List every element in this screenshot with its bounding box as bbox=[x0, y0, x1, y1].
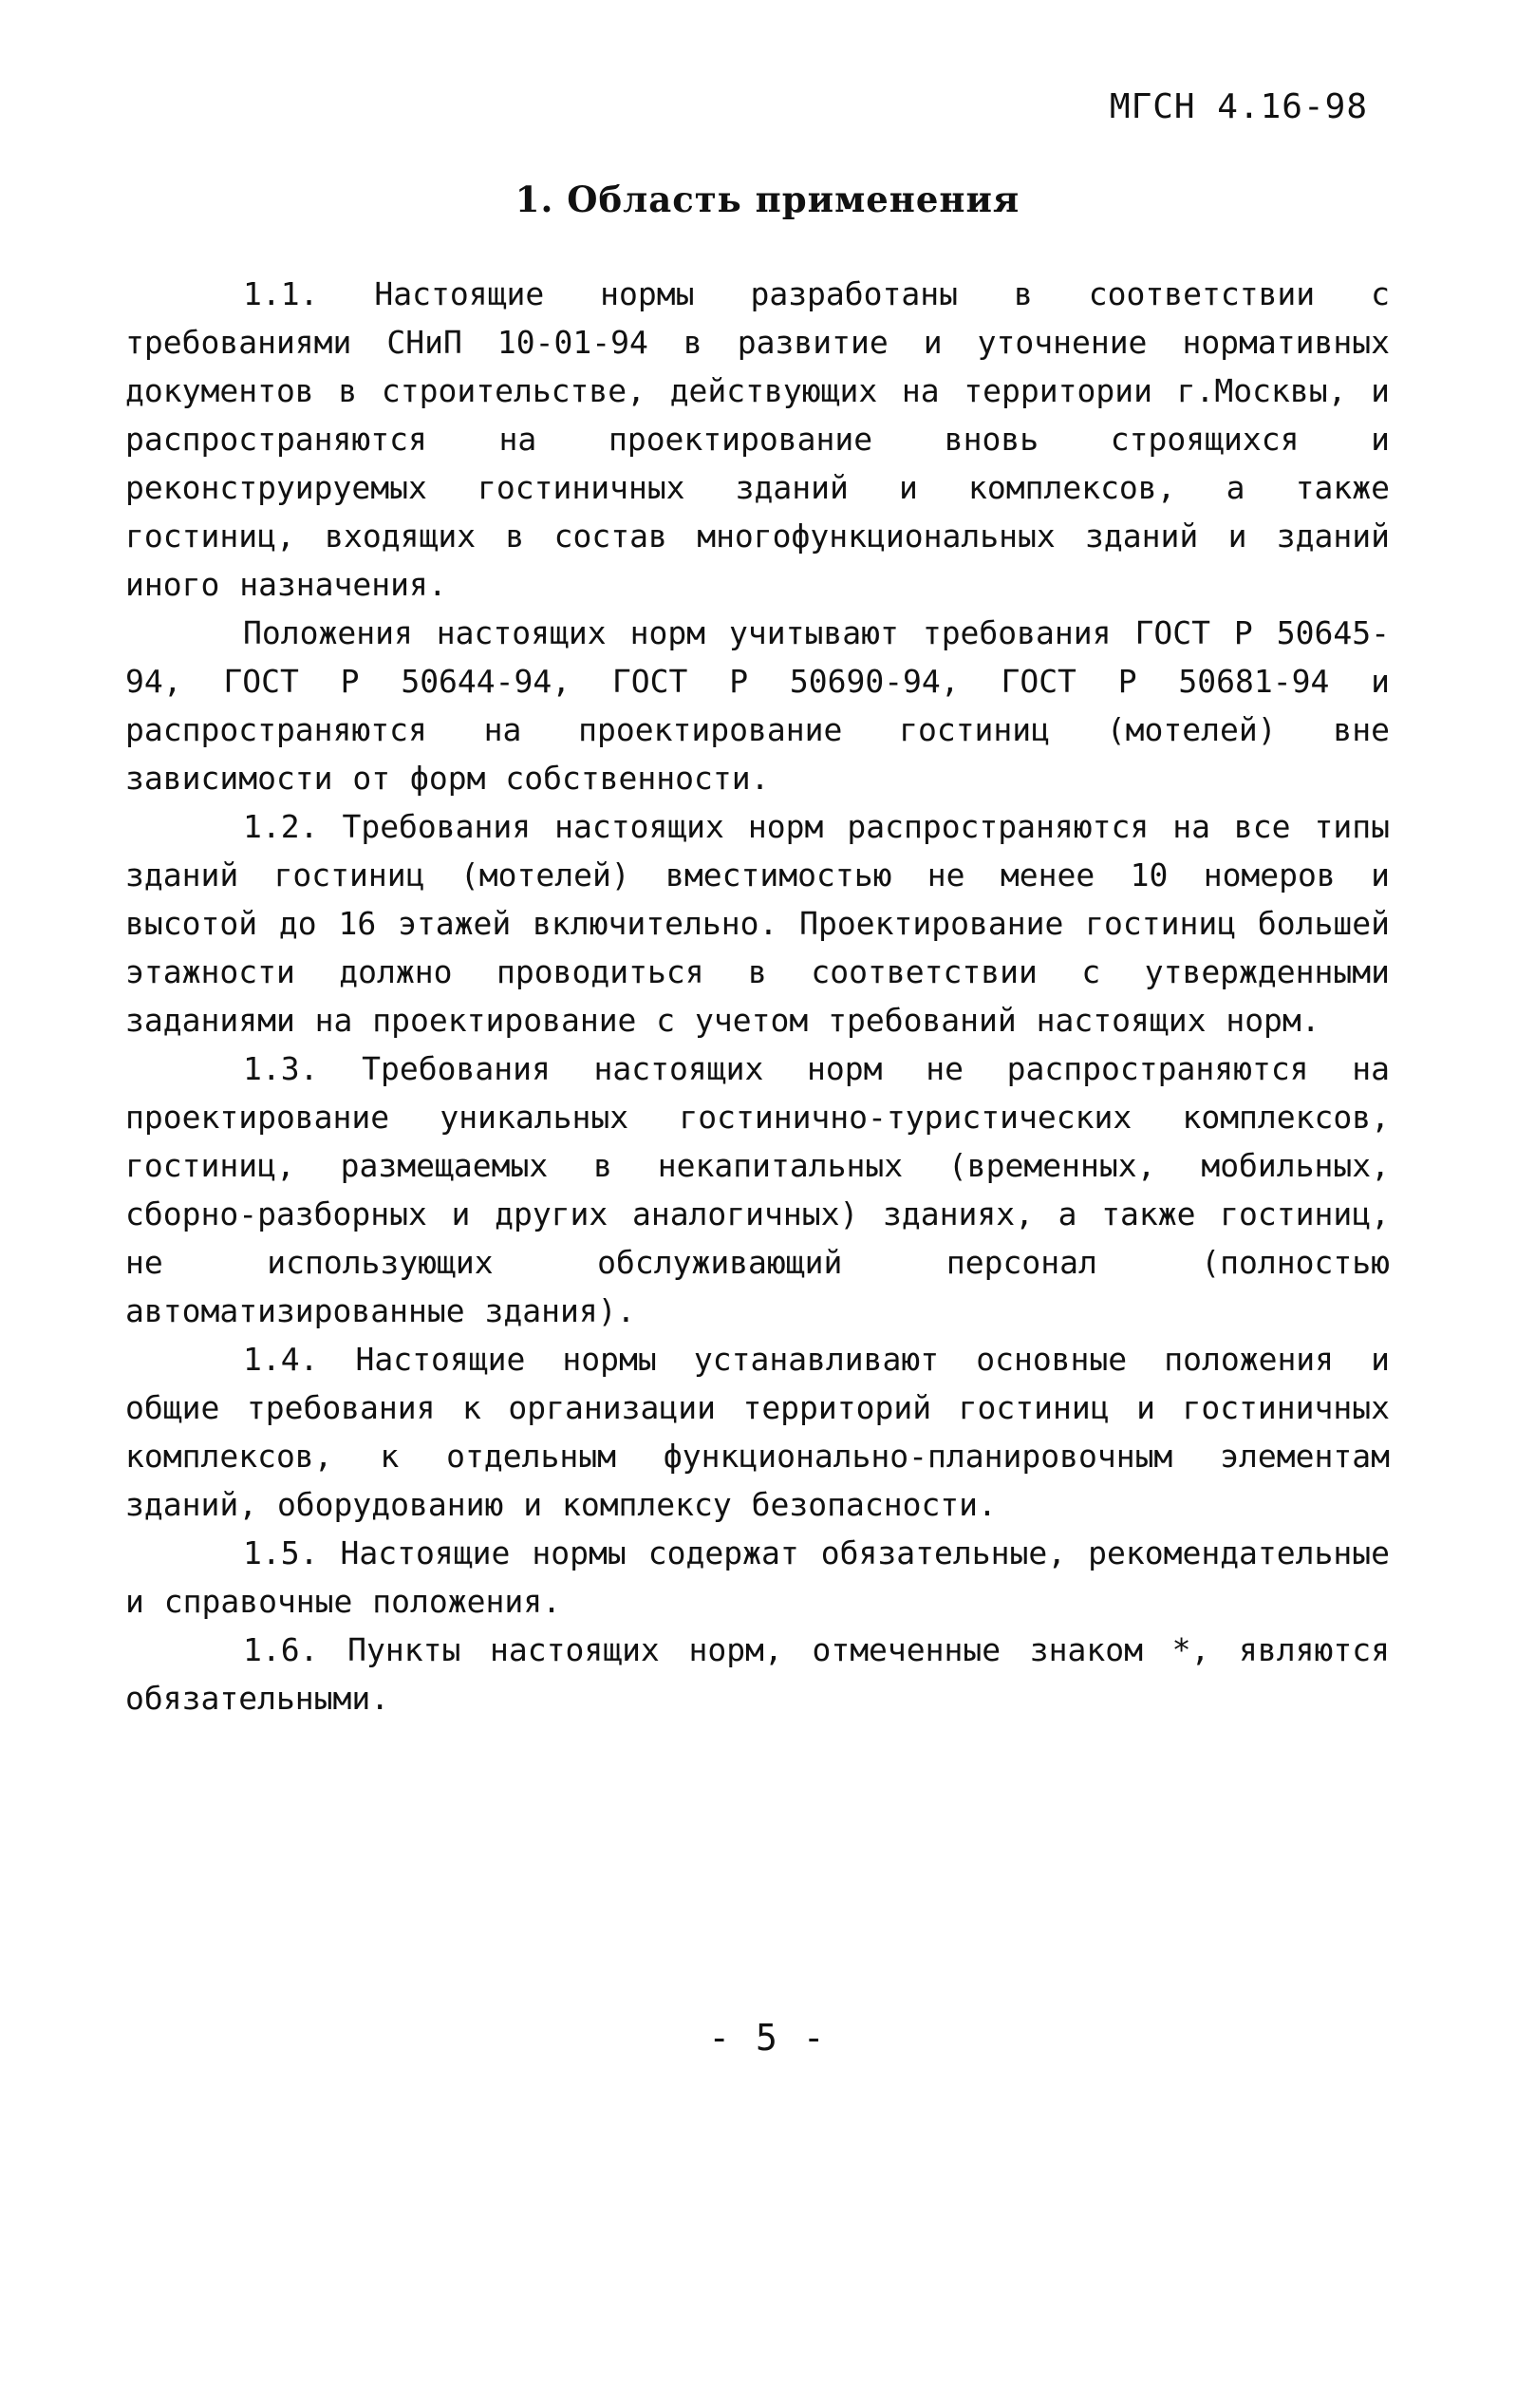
document-body bbox=[125, 270, 1390, 1722]
paragraph-1-1: 1.1. Настоящие нормы разработаны в соответствии с требованиями СНиП 10-01-94 в развитие и уточнение нормативных документов в строительстве, действующих на территории г.Москвы, и распространяются на проектирование вновь строящихся и реконструируемых гостиничных зданий и комплексов, а также гостиниц, входящих в состав многофункциональных зданий и зданий иного назначения. bbox=[125, 275, 1390, 603]
page-number: - 5 - bbox=[708, 2017, 827, 2059]
section-title: 1. Область применения bbox=[515, 179, 1020, 220]
paragraph-1-3: 1.3. Требования настоящих норм не распространяются на проектирование уникальных гостинично-туристических комплексов, гостиниц, размещаемых в некапитальных (временных, мобильных, сборно-разборных и других аналогичных) зданиях, а также гостиниц, не использующих обслуживающий персонал (полностью автоматизированные здания). bbox=[125, 1050, 1390, 1329]
paragraph-1-2: 1.2. Требования настоящих норм распространяются на все типы зданий гостиниц (мотелей) вместимостью не менее 10 номеров и высотой до 16 этажей включительно. Проектирование гостиниц большей этажности должно проводиться в соответствии с утвержденными заданиями на проектирование с учетом требований настоящих норм. bbox=[125, 808, 1390, 1039]
document-code: МГСН 4.16-98 bbox=[1109, 87, 1368, 126]
paragraph-1-6: 1.6. Пункты настоящих норм, отмеченные знаком *, являются обязательными. bbox=[125, 1631, 1390, 1717]
paragraph-1-5: 1.5. Настоящие нормы содержат обязательные, рекомендательные и справочные положения. bbox=[125, 1534, 1390, 1620]
paragraph-1-4: 1.4. Настоящие нормы устанавливают основные положения и общие требования к организации территорий гостиниц и гостиничных комплексов, к отдельным функционально-планировочным элементам зданий, оборудованию и комплексу безопасности. bbox=[125, 1341, 1390, 1523]
paragraph-1-1-continued: Положения настоящих норм учитывают требования ГОСТ Р 50645-94, ГОСТ Р 50644-94, ГОСТ Р 50690-94, ГОСТ Р 50681-94 и распространяются на проектирование гостиниц (мотелей) вне зависимости от форм собственности. bbox=[125, 614, 1390, 797]
